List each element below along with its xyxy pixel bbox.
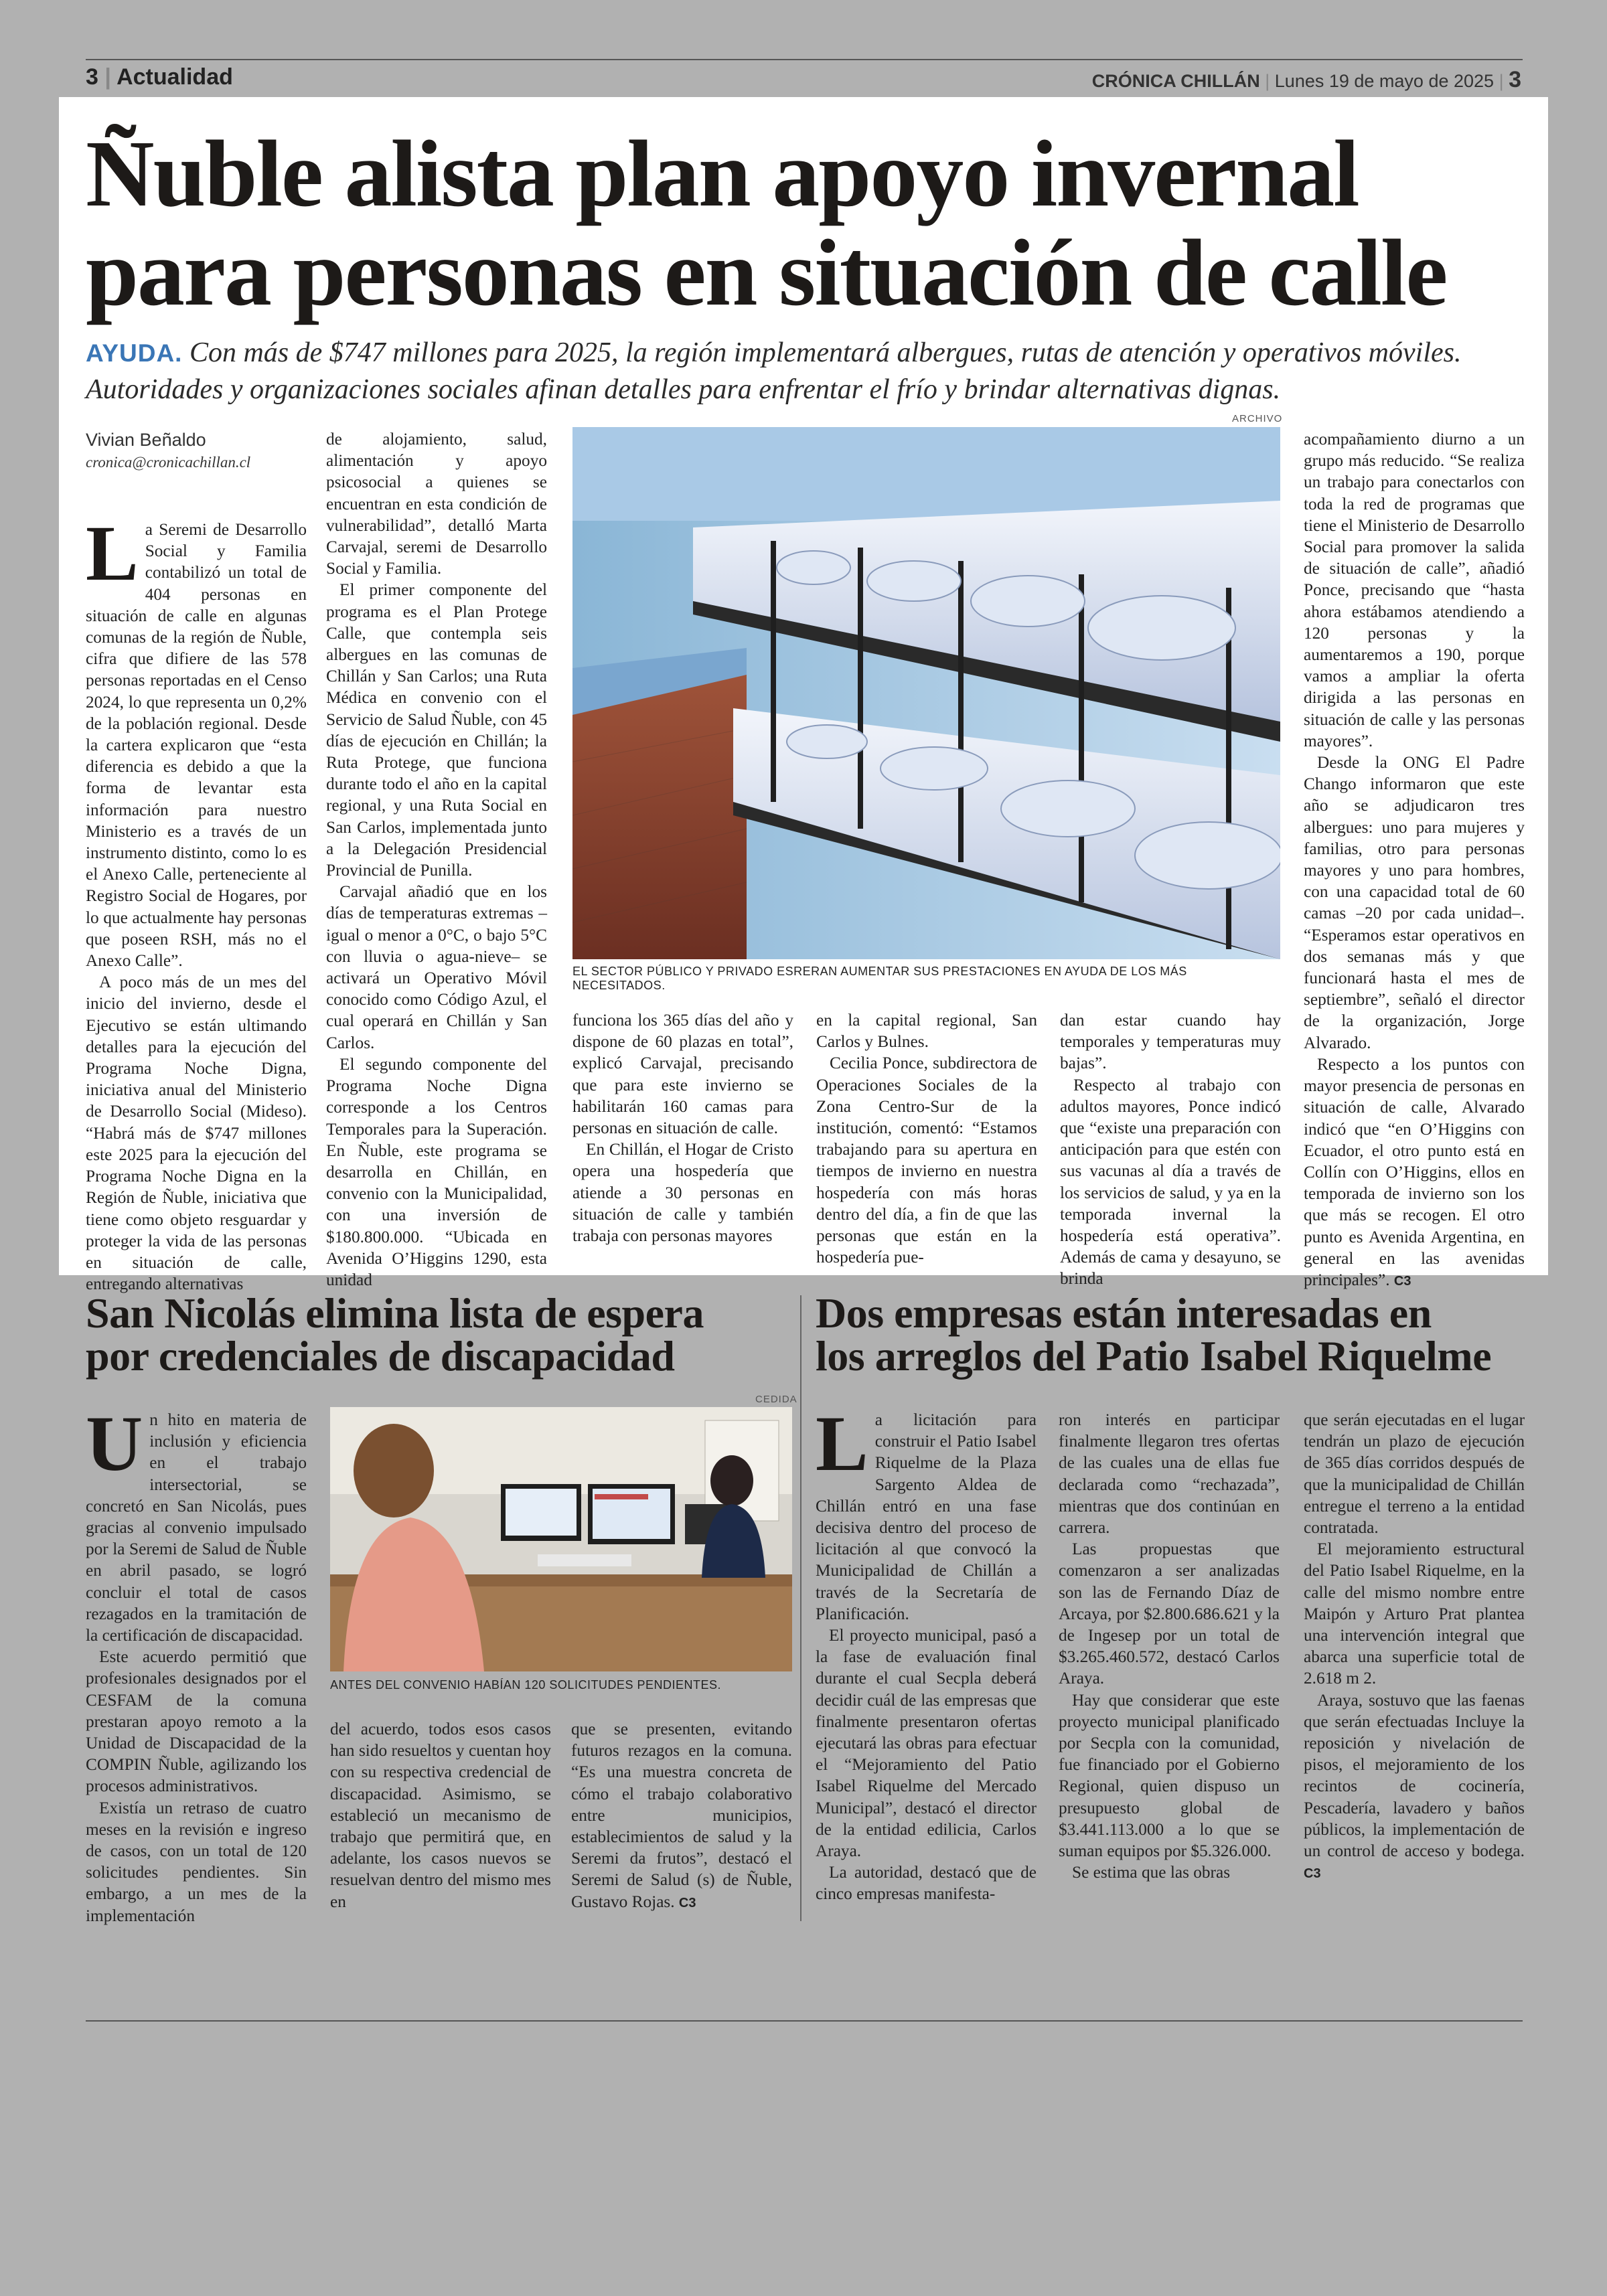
main-column-2 [326,428,547,1291]
right-col1-p1-text: a licitación para construir el Patio Isabel Riquelme de la Plaza Sargento Aldea de Chillán entró en una fase decisiva dentro del proceso de licitación al que convocó la Municipalidad de Chillán a través de la Secretaría de Planificación. [816,1410,1037,1623]
left-photo-caption: ANTES DEL CONVENIO HABÍAN 120 SOLICITUDES PENDIENTES. [330,1678,721,1692]
page-number-right: 3 [1509,67,1521,92]
main-col1-p2: A poco más de un mes del inicio del invierno, desde el Ejecutivo se están ultimando detalles para la ejecución del Programa Noche Digna, iniciativa anual del Ministerio de Desarrollo Social (Mideso). “Habrá más de $747 millones este 2025 para la ejecución del Programa Noche Digna en la Región de Ñuble, iniciativa que tiene como objeto resguardar y proteger la vida de las personas en situación de calle, entregando alternativas [86,973,307,1294]
main-col1-p1-text: a Seremi de Desarrollo Social y Familia contabilizó un total de 404 personas en situación de calle en algunas comunas de la región de Ñuble, cifra que difiere de las 578 personas reportadas en el Censo 2024, lo que representa un 0,2% de la población regional. Desde la cartera explicaron que “esta diferencia es debido a que la forma de levantar esta información para nuestro Ministerio es a través de un instrumento distinto, como lo es el Anexo Calle, perteneciente al Registro Social de Hogares, por lo que actualmente hay personas que poseen RSH, más no el Anexo Calle”. [86,520,307,971]
main-photo-credit: ARCHIVO [1232,413,1283,424]
left-headline-line2: por credenciales de discapacidad [86,1332,675,1380]
left-column-3 [571,1718,792,1914]
left-photo [330,1407,792,1671]
lead-kicker: AYUDA. [86,339,183,367]
main-col2-p2: El primer componente del programa es el Plan Protege Calle, que contempla seis albergues en las comunas de Chillán y San Carlos; una Ruta Médica en convenio con el Servicio de Salud Ñuble, con 45 días de ejecución en Chillán; la Ruta Protege, que funciona durante todo el año en la capital regional, y una Ruta Social en San Carlos, implementada junto a la Delegación Presidencial Provincial de Punilla. [326,580,547,880]
right-dropcap: L [816,1400,868,1487]
author-name: Vivian Beñaldo [86,430,206,450]
main-column-5 [1060,1009,1281,1290]
right-col1-p1 [816,1400,1037,1625]
right-headline-line2: los arreglos del Patio Isabel Riquelme [816,1332,1492,1380]
left-col3-p1-text: que se presenten, evitando futuros rezagos en la comuna. “Es una muestra concreta de cómo el trabajo colaborativo entre municipios, establecimientos de salud y la Seremi da frutos”, destacó el Seremi de Salud (s) de Ñuble, Gustavo Rojas. [571,1720,792,1911]
main-col4-p2: Cecilia Ponce, subdirectora de Operaciones Sociales de la Zona Centro-Sur de la institución, comentó: “Estamos trabajando para su apertura en tiempos de invierno en nuestra hospedería con más horas dentro del día, a fin de que las personas que están en la hospedería pue- [816,1054,1037,1267]
main-photo [572,427,1280,959]
section-header [86,64,233,90]
left-column-1 [86,1400,307,1926]
bottom-rule [86,2020,1523,2022]
byline [86,428,250,474]
main-col3-p1: funciona los 365 días del año y dispone de 60 plazas en total”, explicó Carvajal, precisando que para este invierno se habilitarán 160 camas para personas en situación de calle. [572,1011,793,1138]
left-col2-p1: del acuerdo, todos esos casos han sido resueltos y cuentan hoy con su respectiva credencial de discapacidad. Asimismo, se estableció un mecanismo de trabajo que permitirá que, en adelante, los casos nuevos se resuelvan dentro del mismo mes en [330,1720,551,1911]
main-headline [86,120,1525,325]
main-photo-caption: EL SECTOR PÚBLICO Y PRIVADO ESRERAN AUMENTAR SUS PRESTACIONES EN AYUDA DE LOS MÁS NECESITADOS. [572,965,1187,992]
main-col2-p3: Carvajal añadió que en los días de temperaturas extremas –igual o menor a 0°C, o bajo 5°C con lluvia o agua-nieve– se activará un Operativo Móvil conocido como Código Azul, el cual operará en Chillán y San Carlos. [326,882,547,1052]
right-col1-p2: El proyecto municipal, pasó a la fase de evaluación final durante el cual Secpla deberá decidir cuál de las empresas que finalmente presentaron ofertas ejecutará las obras para efectuar el “Mejoramiento del Patio Isabel Riquelme del Mercado Municipal”, destacó el director de la entidad edilicia, Carlos Araya. [816,1626,1037,1861]
right-col1-p3: La autoridad, destacó que de cinco empresas manifesta- [816,1863,1037,1904]
right-col3-p1: que serán ejecutadas en el lugar tendrán un plazo de ejecución de 365 días corridos después de que la municipalidad de Chillán entregue el terreno a la entidad contratada. [1304,1410,1525,1538]
right-end-mark: C3 [1304,1866,1321,1882]
left-col1-p2: Este acuerdo permitió que profesionales designados por el CESFAM de la comuna prestaran apoyo remoto a la Unidad de Discapacidad de la COMPIN Ñuble, agilizando los procesos administrativos. [86,1647,307,1796]
main-col2-p4: El segundo componente del Programa Noche Digna corresponde a los Centros Temporales para la Superación. En Ñuble, este programa se desarrolla en Chillán, en convenio con la Municipalidad, con una inversión de $180.800.000. “Ubicada en Avenida O’Higgins 1290, esta unidad [326,1054,547,1289]
main-col6-p3-text: Respecto a los puntos con mayor presencia de personas en situación de calle, Alvarado indicó que “en O’Higgins con Ecuador, el otro punto está en Collín con O’Higgins, ellos en temporada de invierno son los que más se recogen. El otro punto es Avenida Argentina, en general en las avenidas principales”. [1304,1054,1525,1289]
main-col6-p3 [1304,1054,1525,1292]
left-column-2 [330,1718,551,1912]
main-headline-line1: Ñuble alista plan apoyo invernal [86,120,1359,226]
left-headline-line1: San Nicolás elimina lista de espera [86,1289,704,1337]
main-col3-p2: En Chillán, el Hogar de Cristo opera una hospedería que atiende a 30 personas en situación de calle y también trabaja con personas mayores [572,1140,793,1246]
bunk-beds-photo [572,427,1280,959]
right-column-3 [1304,1409,1525,1884]
main-lead [86,335,1525,408]
section-name: Actualidad [117,64,233,90]
right-column-1 [816,1400,1037,1905]
paper-name: CRÓNICA CHILLÁN [1091,71,1260,91]
right-headline-line1: Dos empresas están interesadas en [816,1289,1432,1337]
main-col6-p2: Desde la ONG El Padre Chango informaron que este año se adjudicaron tres albergues: uno para mujeres y familias, otro para personas mayores y uno para hombres, con una capacidad total de 60 camas –20 por cada unidad–. “Esperamos estar operativos en dos semanas más y que funcionará hasta el mes de septiembre”, señaló el director de la organización, Jorge Alvarado. [1304,753,1525,1052]
left-col3-p1 [571,1718,792,1914]
right-col3-p3-text: Araya, sostuvo que las faenas que serán efectuadas Incluye la reposición y nivelación de pisos, el mejoramiento de los recintos de cocinería, Pescadería, lavadero y baños públicos, la implementación de un control de acceso y bodega. [1304,1690,1525,1861]
paper-header [1092,67,1521,93]
main-column-6 [1304,428,1525,1292]
left-col1-p1 [86,1400,307,1646]
issue-date: Lunes 19 de mayo de 2025 [1274,71,1495,91]
main-col2-p1: de alojamiento, salud, alimentación y apoyo psicosocial a quienes se encuentran en esta condición de vulnerabilidad”, detalló Marta Carvajal, seremi de Desarrollo Social y Familia. [326,430,547,578]
right-col2-p2: Las propuestas que comenzaron a ser analizadas son las de Fernando Díaz de Arcaya, por $2.800.686.621 y la de Ingesep por un total de $3.265.460.572, destacó Carlos Araya. [1059,1540,1280,1688]
left-story-headline [86,1289,795,1380]
lead-text: Con más de $747 millones para 2025, la región implementará albergues, rutas de atención y operativos móviles. Autoridades y organizaciones sociales afinan detalles para enfrentar el frío y brindar alternativas dignas. [86,337,1462,405]
right-col2-p3: Hay que considerar que este proyecto municipal planificado por Secpla con la comunidad, fue financiado por el Gobierno Regional, quien dispuso un presupuesto global de $3.441.113.000 a lo que se suman equipos por $5.326.000. [1059,1690,1280,1861]
right-story-headline [816,1289,1525,1380]
header-separator: | [104,64,117,90]
left-end-mark: C3 [678,1895,696,1910]
right-col3-p3 [1304,1690,1525,1885]
top-rule [86,59,1523,60]
left-photo-credit: CEDIDA [755,1394,797,1405]
office-photo [330,1407,792,1671]
main-col5-p1: dan estar cuando hay temporales y temperaturas muy bajas”. [1060,1011,1281,1073]
main-col4-p1: en la capital regional, San Carlos y Bulnes. [816,1011,1037,1052]
right-column-2 [1059,1409,1280,1883]
left-col1-p3: Existía un retraso de cuatro meses en la revisión e ingreso de casos, con un total de 120 solicitudes pendientes. Sin embargo, a un mes de la implementación [86,1798,307,1925]
right-col2-p1: ron interés en participar finalmente llegaron tres ofertas de las cuales una de ellas fue declarada como “rechazada”, mientras que dos continúan en carrera. [1059,1410,1280,1538]
header-separator: | [1265,71,1275,91]
main-column-3 [572,1009,793,1246]
page-number-left: 3 [86,64,98,90]
main-col5-p2: Respecto al trabajo con adultos mayores, Ponce indicó que “existe una preparación con anticipación para que estén con sus vacunas al día a través de los servicios de salud, y ya en la temporada invernal la hospedería está operativa”. Además de cama y desayuno, se brinda [1060,1075,1281,1289]
main-end-mark: C3 [1393,1273,1411,1289]
column-divider [800,1295,801,1921]
main-col1-p1 [86,509,307,971]
right-col2-p4: Se estima que las obras [1072,1863,1231,1882]
right-col3-p2: El mejoramiento estructural del Patio Isabel Riquelme, en la calle del mismo nombre entre Maipón y Arturo Prat plantea una intervención integral que abarca una superficie total de 2.618 m 2. [1304,1540,1525,1688]
author-email: cronica@cronicachillan.cl [86,454,251,471]
header-separator: | [1499,71,1509,91]
main-col6-p1: acompañamiento diurno a un grupo más reducido. “Se realiza un trabajo para conectarlos con toda la red de programas que tiene el Ministerio de Desarrollo Social para promover la salida de situación de calle”, añadió Ponce, precisando que “hasta ahora estábamos atendiendo a 120 personas y la aumentaremos a 190, porque vamos a ampliar la oferta dirigida a las personas en situación de calle y las personas mayores”. [1304,430,1525,750]
main-column-4 [816,1009,1037,1268]
main-headline-line2: para personas en situación de calle [86,220,1447,325]
left-dropcap: U [86,1400,143,1487]
left-col1-p1-text: n hito en materia de inclusión y eficiencia en el trabajo intersectorial, se concretó en San Nicolás, pues gracias al convenio impulsado por la Seremi de Salud de Ñuble en abril pasado, se logró concluir el total de casos rezagados en la tramitación de la certificación de discapacidad. [86,1410,307,1645]
main-dropcap: L [86,509,139,597]
main-column-1 [86,509,307,1295]
